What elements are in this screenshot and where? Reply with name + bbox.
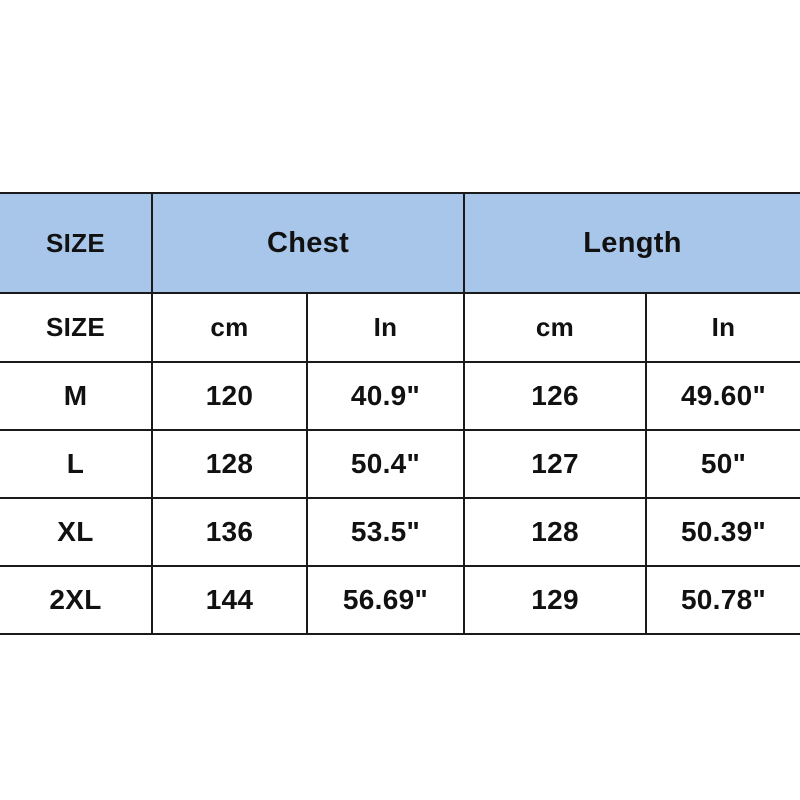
- subheader-cell-chest-cm: cm: [152, 293, 307, 362]
- subheader-cell-length-in: In: [646, 293, 800, 362]
- header-cell-length: Length: [464, 193, 800, 293]
- cell-size: XL: [0, 498, 152, 566]
- cell-chest-cm: 128: [152, 430, 307, 498]
- cell-length-in: 50": [646, 430, 800, 498]
- cell-length-in: 50.39": [646, 498, 800, 566]
- size-chart-container: [0, 192, 800, 635]
- subheader-cell-length-cm: cm: [464, 293, 646, 362]
- subheader-cell-size: SIZE: [0, 293, 152, 362]
- cell-length-cm: 127: [464, 430, 646, 498]
- table-row: [0, 430, 800, 498]
- cell-size: 2XL: [0, 566, 152, 634]
- size-chart-table: [0, 192, 800, 635]
- subheader-cell-chest-in: In: [307, 293, 464, 362]
- cell-chest-in: 40.9": [307, 362, 464, 430]
- header-cell-size: SIZE: [0, 193, 152, 293]
- table-header-row: [0, 193, 800, 293]
- cell-chest-cm: 136: [152, 498, 307, 566]
- table-subheader-row: [0, 293, 800, 362]
- cell-size: L: [0, 430, 152, 498]
- table-row: [0, 498, 800, 566]
- header-cell-chest: Chest: [152, 193, 464, 293]
- cell-length-cm: 126: [464, 362, 646, 430]
- table-row: [0, 566, 800, 634]
- table-row: [0, 362, 800, 430]
- cell-size: M: [0, 362, 152, 430]
- cell-chest-cm: 144: [152, 566, 307, 634]
- cell-length-in: 49.60": [646, 362, 800, 430]
- cell-chest-cm: 120: [152, 362, 307, 430]
- cell-chest-in: 56.69": [307, 566, 464, 634]
- cell-chest-in: 50.4": [307, 430, 464, 498]
- cell-length-cm: 128: [464, 498, 646, 566]
- cell-length-in: 50.78": [646, 566, 800, 634]
- cell-length-cm: 129: [464, 566, 646, 634]
- cell-chest-in: 53.5": [307, 498, 464, 566]
